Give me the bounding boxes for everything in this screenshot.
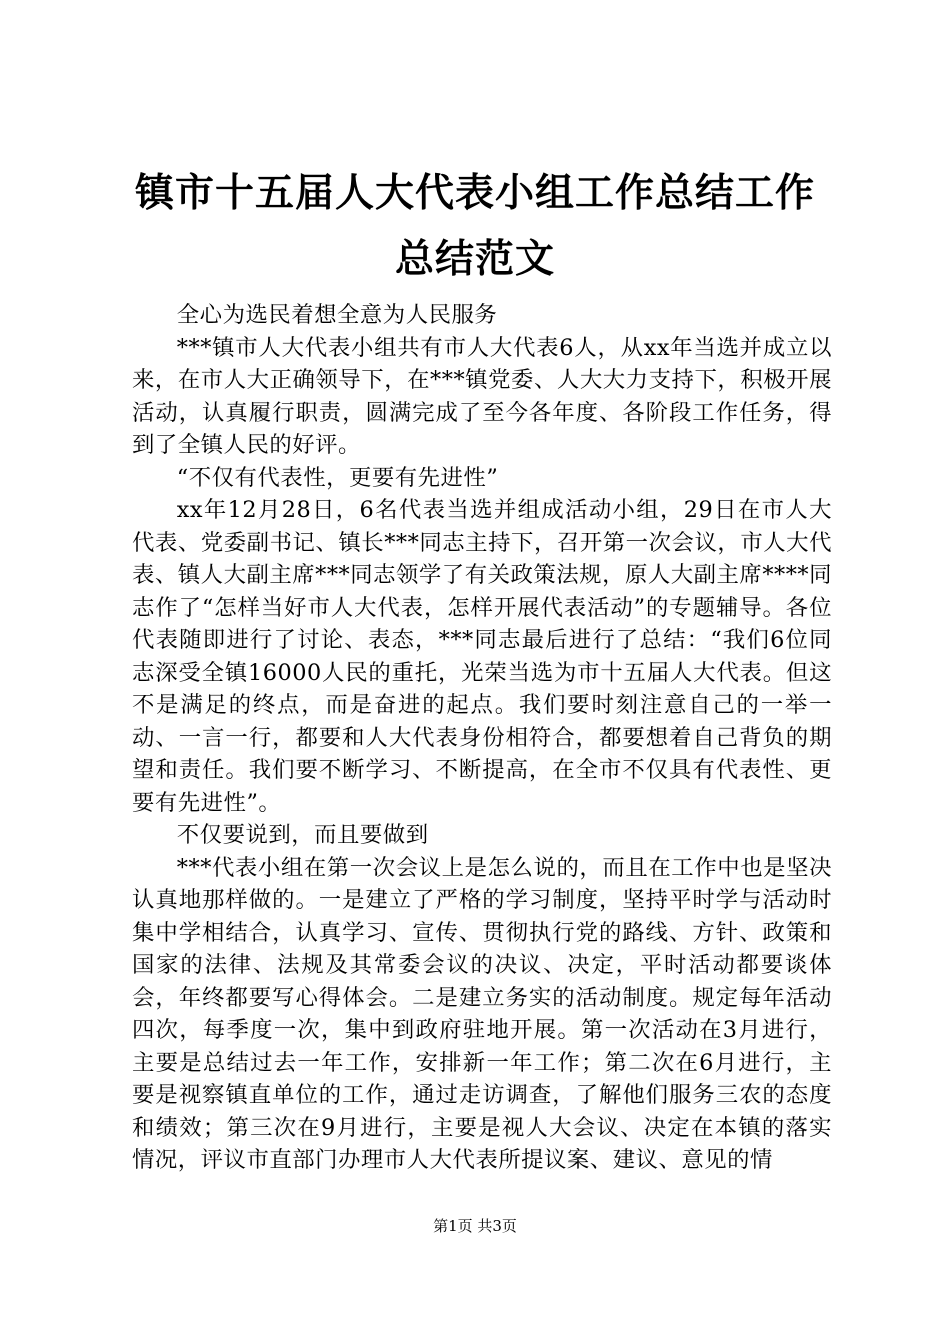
page-footer: 第1页 共3页 bbox=[433, 1217, 517, 1235]
section-heading-1: 全心为选民着想全意为人民服务 bbox=[176, 302, 498, 328]
section-heading-2: “不仅有代表性，更要有先进性” bbox=[176, 464, 499, 491]
section-paragraph-3: ***代表小组在第一次会议上是怎么说的，而且在工作中也是坚决认真地那样做的。一是建立了严格的学习制度，坚持平时学与活动时集中学相结合，认真学习、宣传、贯彻执行党的路线、方针、政策和国家的法律、法规及其常委会议的决议、决定，平时活动都要谈体会，年终都要写心得体会。二是建立务实的活动制度。规定每年活动四次，每季度一次，集中到政府驻地开展。第一次活动在3月进行，主要是总结过去一年工作，安排新一年工作；第二次在6月进行，主要是视察镇直单位的工作，通过走访调查，了解他们服务三农的态度和绩效；第三次在9月进行，主要是视人大会议、决定在本镇的落实情况，评议市直部门办理市人大代表所提议案、建议、意见的情 bbox=[132, 854, 832, 1173]
section-heading-3: 不仅要说到，而且要做到 bbox=[176, 822, 429, 848]
section-paragraph-2: xx年12月28日，6名代表当选并组成活动小组，29日在市人大代表、党委副书记、镇长***同志主持下，召开第一次会议，市人大代表、镇人大副主席***同志领学了有关政策法规，原人大副主席****同志作了“怎样当好市人大代表，怎样开展代表活动”的专题辅导。各位代表随即进行了讨论、表态，***同志最后进行了总结：“我们6位同志深受全镇16000人民的重托，光荣当选为市十五届人大代表。但这不是满足的终点，而是奋进的起点。我们要时刻注意自己的一举一动、一言一行，都要和人大代表身份相符合，都要想着自己背负的期望和责任。我们要不断学习、不断提高，在全市不仅具有代表性、更要有先进性”。 bbox=[132, 497, 832, 816]
document-body bbox=[132, 299, 832, 1177]
section-paragraph-1: ***镇市人大代表小组共有市人大代表6人，从xx年当选并成立以来，在市人大正确领导下，在***镇党委、人大大力支持下，积极开展活动，认真履行职责，圆满完成了至今各年度、各阶段工作任务，得到了全镇人民的好评。 bbox=[132, 334, 832, 458]
document-title: 镇市十五届人大代表小组工作总结工作总结范文 bbox=[134, 170, 815, 282]
